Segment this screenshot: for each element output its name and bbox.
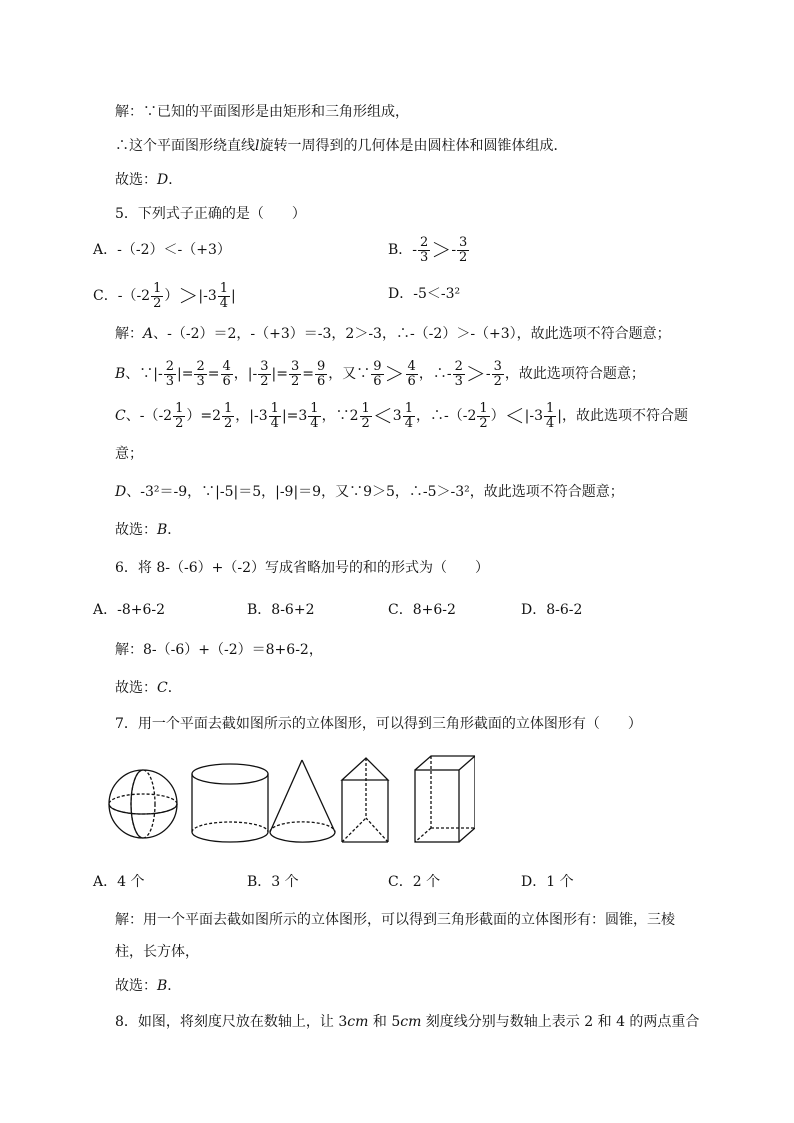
cylinder-icon: [192, 764, 268, 842]
q5-option-c: C．-（-2 $\frac{1}{2}$ ）＞|-3 $\frac{1}{4}$ |: [93, 280, 236, 311]
q6-stem: 6．将 8-（-6）+（-2）写成省略加号的和的形式为（ ）: [115, 560, 489, 576]
q5-solution-a: 解：A、-（-2）＝2，-（+3）＝-3，2＞-3，∴-（-2）＞-（+3），故此选项不符合题意；: [115, 326, 671, 342]
q5-answer: 故选：B．: [115, 522, 182, 538]
q5-option-a: A．-（-2）＜-（+3）: [93, 242, 231, 258]
q7-stem: 7．用一个平面去截如图所示的立体图形，可以得到三角形截面的立体图形有（ ）: [115, 716, 642, 732]
q6-answer: 故选：C．: [115, 680, 182, 696]
sphere-icon: [109, 770, 177, 838]
q7-figure: [105, 752, 475, 852]
q4-solution-line2: ∴这个平面图形绕直线l旋转一周得到的几何体是由圆柱体和圆锥体组成．: [115, 138, 568, 154]
q7-option-d: D．1 个: [521, 874, 574, 890]
q6-option-c: C．8+6-2: [388, 602, 456, 618]
cone-icon: [270, 760, 335, 842]
q4-answer: 故选：D．: [115, 172, 183, 188]
q6-option-b: B．8-6+2: [247, 602, 315, 618]
q5-option-b: B．- $\frac{2}{3}$ ＞- $\frac{3}{2}$: [388, 234, 468, 265]
q5-option-d: D．-5＜-3²: [388, 286, 461, 302]
q6-option-a: A．-8+6-2: [93, 602, 166, 618]
cuboid-icon: [415, 756, 475, 842]
q7-option-a: A．4 个: [93, 874, 145, 890]
triangular-prism-icon: [342, 758, 388, 842]
q6-option-d: D．8-6-2: [521, 602, 583, 618]
q6-solution: 解：8-（-6）+（-2）＝8+6-2，: [115, 642, 323, 658]
q7-solution-line2: 柱，长方体，: [115, 944, 199, 960]
q5-solution-c-cont: 意；: [115, 446, 143, 462]
q5-stem: 5．下列式子正确的是（ ）: [115, 206, 306, 222]
q7-answer: 故选：B．: [115, 978, 182, 994]
q7-option-c: C．2 个: [388, 874, 441, 890]
q7-option-b: B．3 个: [247, 874, 299, 890]
q5-solution-d: D、-3²＝-9，∵|-5|＝5，|-9|＝9，又∵9＞5，∴-5＞-3²，故此选项不符合题意；: [115, 484, 624, 500]
q7-solution-line1: 解：用一个平面去截如图所示的立体图形，可以得到三角形截面的立体图形有：圆锥，三棱: [115, 912, 675, 928]
q4-solution-line1: 解：∵已知的平面图形是由矩形和三角形组成，: [115, 104, 409, 120]
q5-solution-b: B、∵|- $\frac{2}{3}$ |= $\frac{2}{3}$ = $\frac{4}{6}$ ，|- $\frac{3}{2}$ |= $\frac{3}{2}$ = $\frac{9}{6}$ ，又∵ $\frac{9}{6}$ ＞ $\frac{4}{6}$ ，∴- $\frac{2}{3}$ ＞- $\frac{3}{2}$ ，故此选项符合题意；: [115, 358, 645, 389]
q8-stem: 8．如图，将刻度尺放在数轴上，让 3cm 和 5cm 刻度线分别与数轴上表示 2 和 4 的两点重合: [115, 1014, 700, 1030]
q5-solution-c: C、-（-2 $\frac{1}{2}$ ）=2 $\frac{1}{2}$ ，|-3 $\frac{1}{4}$ |=3 $\frac{1}{4}$ ，∵2 $\frac{1}{2}$ ＜3 $\frac{1}{4}$ ，∴-（-2 $\frac{1}{2}$ ）＜|-3 $\frac{1}{4}$ |，故此选项不符合题: [115, 400, 688, 431]
